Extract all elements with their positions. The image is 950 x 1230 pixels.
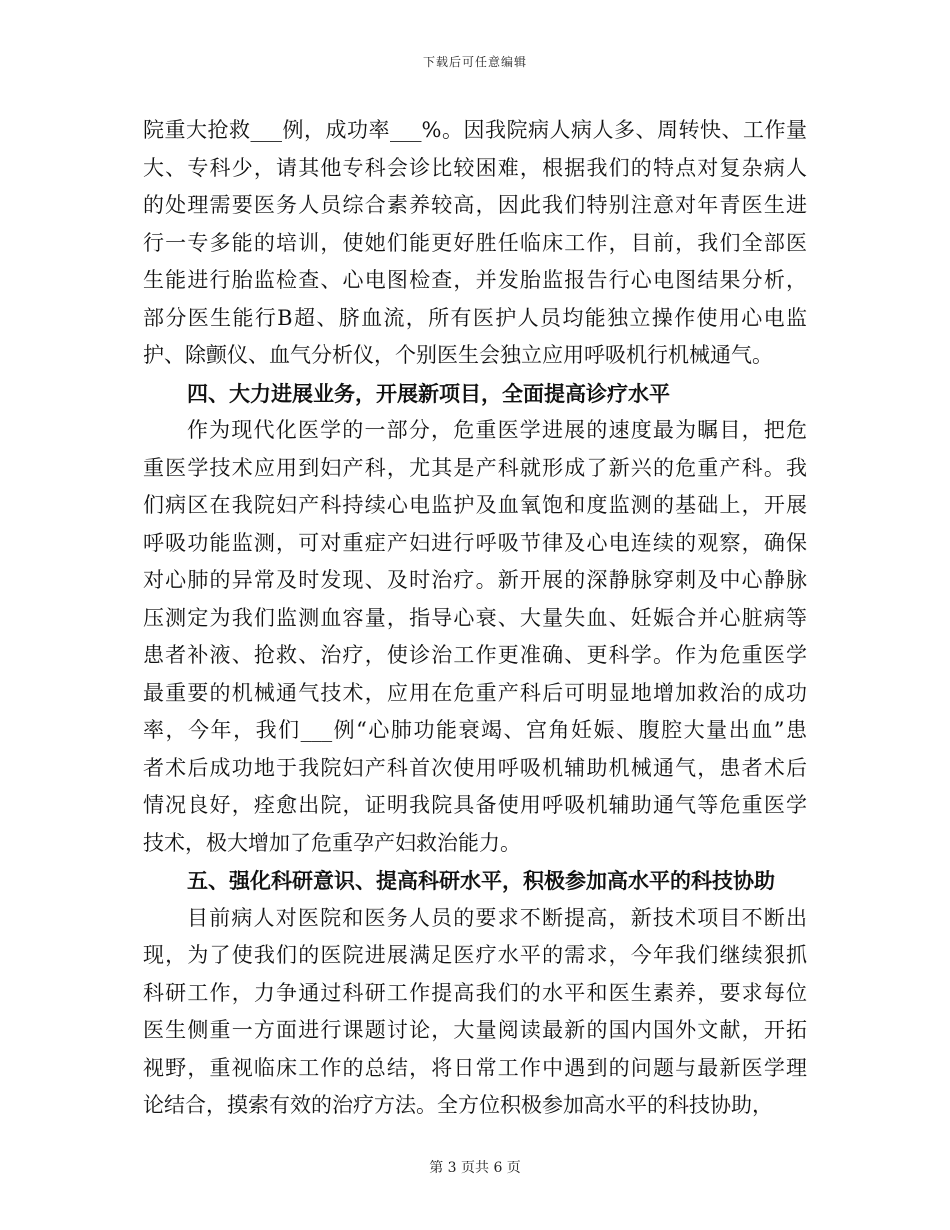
text-line: 部分医生能行B超、脐血流，所有医护人员均能独立操作使用心电监 <box>143 305 807 330</box>
document-body <box>143 112 807 1125</box>
text-line: 重医学技术应用到妇产科，尤其是产科就形成了新兴的危重产科。我 <box>143 455 807 480</box>
text-line: 院重大抢救___例，成功率___%。因我院病人病人多、周转快、工作量 <box>143 118 807 142</box>
text-line: 大、专科少，请其他专科会诊比较困难，根据我们的特点对复杂病人 <box>143 155 807 180</box>
text-line: 行一专多能的培训，使她们能更好胜任临床工作，目前，我们全部医 <box>143 230 807 255</box>
text-line: 目前病人对医院和医务人员的要求不断提高，新技术项目不断出 <box>187 905 807 930</box>
text-line: 最重要的机械通气技术，应用在危重产科后可明显地增加救治的成功 <box>143 680 807 705</box>
text-line: 视野，重视临床工作的总结，将日常工作中遇到的问题与最新医学理 <box>143 1055 807 1080</box>
text-line: 呼吸功能监测，可对重症产妇进行呼吸节律及心电连续的观察，确保 <box>143 530 807 555</box>
text-line: 们病区在我院妇产科持续心电监护及血氧饱和度监测的基础上，开展 <box>143 493 807 517</box>
text-line: 护、除颤仪、血气分析仪，个别医生会独立应用呼吸机行机械通气。 <box>143 343 773 367</box>
text-line: 论结合，摸索有效的治疗方法。全方位积极参加高水平的科技协助， <box>143 1093 773 1117</box>
text-line: 医生侧重一方面进行课题讨论，大量阅读最新的国内国外文献，开拓 <box>143 1018 807 1042</box>
page-footer: 第 3 页共 6 页 <box>429 1160 521 1176</box>
text-line: 生能进行胎监检查、心电图检查，并发胎监报告行心电图结果分析， <box>143 268 807 292</box>
text-line: 者术后成功地于我院妇产科首次使用呼吸机辅助机械通气，患者术后 <box>143 755 807 780</box>
section-heading: 四、大力进展业务，开展新项目，全面提高诊疗水平 <box>187 380 670 406</box>
text-line: 现，为了使我们的医院进展满足医疗水平的需求，今年我们继续狠抓 <box>143 943 807 967</box>
text-line: 科研工作，力争通过科研工作提高我们的水平和医生素养，要求每位 <box>143 980 807 1005</box>
section-heading: 五、强化科研意识、提高科研水平，积极参加高水平的科技协助 <box>187 868 775 893</box>
text-line: 情况良好，痊愈出院，证明我院具备使用呼吸机辅助通气等危重医学 <box>143 793 807 817</box>
text-line: 作为现代化医学的一部分，危重医学进展的速度最为瞩目，把危 <box>187 418 807 442</box>
text-line: 患者补液、抢救、治疗，使诊治工作更准确、更科学。作为危重医学 <box>143 643 807 667</box>
text-line: 压测定为我们监测血容量，指导心衰、大量失血、妊娠合并心脏病等 <box>143 605 807 630</box>
page-header: 下载后可任意编辑 <box>422 55 527 69</box>
text-line: 率，今年，我们___例“心肺功能衰竭、宫角妊娠、腹腔大量出血”患 <box>143 718 807 742</box>
body-paragraph <box>143 900 807 1125</box>
text-line: 的处理需要医务人员综合素养较高，因此我们特别注意对年青医生进 <box>143 193 807 217</box>
body-paragraph <box>143 412 807 862</box>
body-paragraph <box>143 112 807 375</box>
text-line: 技术，极大增加了危重孕产妇救治能力。 <box>143 830 521 855</box>
text-line: 对心肺的异常及时发现、及时治疗。新开展的深静脉穿刺及中心静脉 <box>143 568 807 592</box>
